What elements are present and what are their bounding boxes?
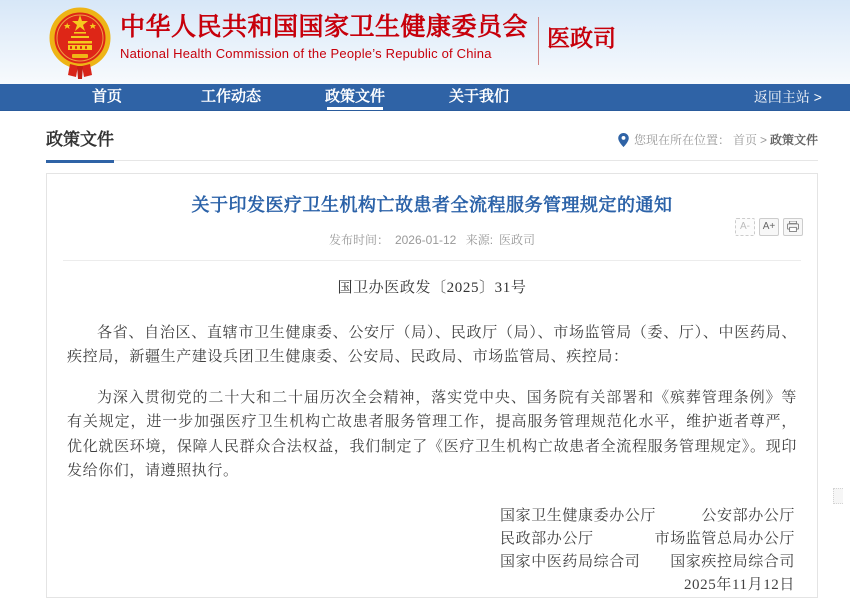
nav-item-policy-documents-label: 政策文件	[324, 88, 385, 105]
brand-block	[120, 5, 528, 61]
active-tab-underline	[327, 107, 383, 110]
nav-list	[0, 84, 541, 110]
nav-item-home-label: 首页	[91, 88, 122, 105]
breadcrumb-home[interactable]: 首页	[732, 133, 757, 147]
signer-left: 国家中医药局综合司	[500, 553, 641, 570]
location-pin-icon	[618, 133, 629, 147]
article-meta	[63, 231, 801, 248]
signature-row	[500, 505, 795, 528]
breadcrumb-current: 政策文件	[769, 133, 818, 147]
nav-item-home[interactable]	[45, 84, 169, 110]
breadcrumb-prefix: 您现在所在位置：	[633, 133, 730, 147]
department-name: 医政司	[547, 25, 617, 51]
source-value: 医政司	[499, 233, 536, 247]
site-subtitle: National Health Commission of the People’s Republic of China	[120, 46, 492, 61]
signer-right: 市场监管总局办公厅	[654, 530, 795, 547]
document-body	[63, 276, 801, 597]
site-header	[0, 0, 850, 84]
nav-item-policy-documents[interactable]	[293, 84, 417, 110]
font-increase-button[interactable]: A+	[759, 218, 779, 236]
font-decrease-button[interactable]: A-	[735, 218, 755, 236]
signature-block	[500, 505, 795, 597]
nav-item-about-us[interactable]	[417, 84, 541, 110]
source-label: 来源:	[465, 233, 494, 247]
article-card	[46, 173, 818, 598]
signer-right: 公安部办公厅	[701, 507, 795, 524]
header-divider	[538, 17, 539, 65]
breadcrumb-separator: >	[759, 132, 767, 147]
printer-icon	[787, 221, 799, 232]
section-title: 政策文件	[46, 125, 114, 163]
publish-date: 2026-01-12	[394, 233, 457, 247]
signer-left: 民政部办公厅	[500, 530, 594, 547]
back-to-main-site-link[interactable]: 返回主站 >	[753, 89, 822, 105]
document-number: 国卫办医政发〔2025〕31号	[337, 280, 527, 296]
document-paragraph: 各省、自治区、直辖市卫生健康委、公安厅（局）、民政厅（局）、市场监管局（委、厅）、中医药局、疾控局，新疆生产建设兵团卫生健康委、公安局、民政局、市场监管局、疾控局：	[67, 324, 797, 365]
main-nav	[0, 84, 850, 111]
breadcrumb	[618, 131, 818, 148]
nav-item-work-news-label: 工作动态	[200, 88, 261, 105]
china-national-emblem-icon	[48, 5, 112, 79]
site-title: 中华人民共和国国家卫生健康委员会	[120, 13, 529, 41]
nav-item-about-us-label: 关于我们	[448, 88, 509, 105]
floating-widget-fragment	[833, 488, 843, 504]
publish-time-label: 发布时间：	[328, 233, 389, 247]
title-divider	[63, 260, 801, 261]
signer-right: 国家疾控局综合司	[670, 553, 795, 570]
signature-row	[500, 551, 795, 574]
article-tools	[735, 218, 803, 236]
signer-left: 国家卫生健康委办公厅	[500, 507, 657, 524]
nav-item-work-news[interactable]	[169, 84, 293, 110]
section-bar	[46, 125, 818, 161]
signature-date: 2025年11月12日	[683, 576, 795, 593]
document-paragraph: 为深入贯彻党的二十大和二十届历次全会精神，落实党中央、国务院有关部署和《殡葬管理条例》等有关规定，进一步加强医疗卫生机构亡故患者服务管理工作，提高服务管理规范化水平，维护逝者尊严，优化就医环境，保障人民群众合法权益，我们制定了《医疗卫生机构亡故患者全流程服务管理规定》。现印发给你们，请遵照执行。	[67, 389, 797, 479]
signature-row	[500, 528, 795, 551]
print-button[interactable]	[783, 218, 803, 236]
article-title: 关于印发医疗卫生机构亡故患者全流程服务管理规定的通知	[191, 195, 673, 215]
